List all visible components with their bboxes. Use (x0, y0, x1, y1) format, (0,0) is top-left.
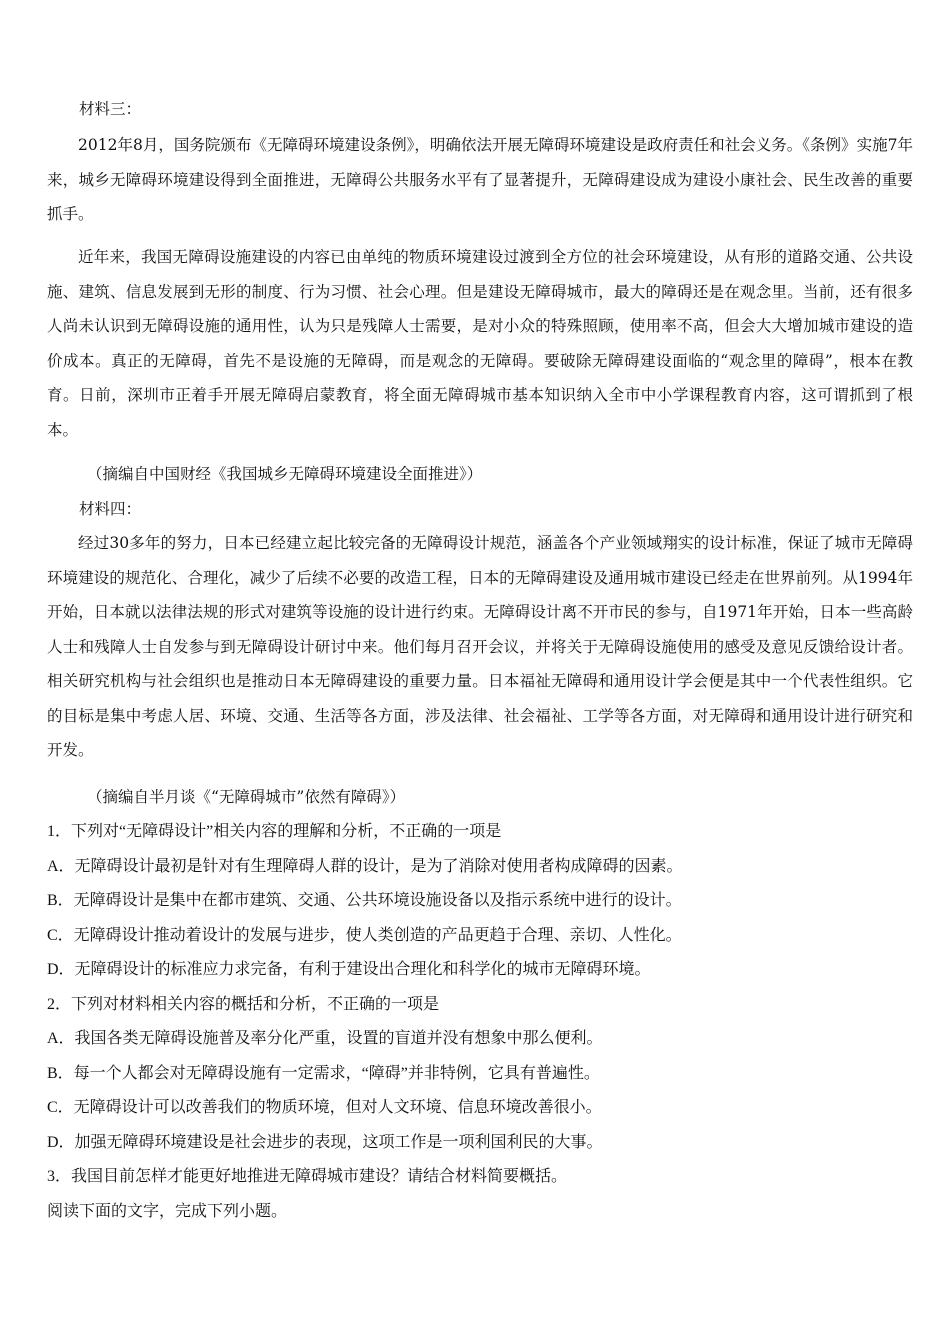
next-reading-instruction: 阅读下面的文字，完成下列小题。 (47, 1203, 288, 1220)
material3-paragraph-2: 近年来，我国无障碍设施建设的内容已由单纯的物质环境建设过渡到全方位的社会环境建设，从有形的道路交通、公共设施、建筑、信息发展到无形的制度、行为习惯、社会心理。但是建设无障碍城市，最大的障碍还是在观念里。当前，还有很多人尚未认识到无障碍设施的通用性，认为只是残障人士需要，是对小众的特殊照顾，使用率不高，但会大大增加城市建设的造价成本。真正的无障碍，首先不是设施的无障碍，而是观念的无障碍。要破除无障碍建设面临的“观念里的障碍”，根本在教育。日前，深圳市正着手开展无障碍启蒙教育，将全面无障碍城市基本知识纳入全市中小学课程教育内容，这可谓抓到了根本。 (47, 248, 913, 439)
question-1-option-d: D．无障碍设计的标准应力求完备，有利于建设出合理化和科学化的城市无障碍环境。 (47, 961, 651, 978)
material4-heading: 材料四： (79, 500, 142, 518)
material3-paragraph-1: 2012年8月，国务院颁布《无障碍环境建设条例》，明确依法开展无障碍环境建设是政府责任和社会义务。《条例》实施7年来，城乡无障碍环境建设得到全面推进，无障碍公共服务水平有了显著提升，无障碍建设成为建设小康社会、民生改善的重要抓手。 (47, 136, 913, 223)
question-2: 2．下列对材料相关内容的概括和分析，不正确的一项是 (47, 996, 440, 1013)
question-3: 3．我国目前怎样才能更好地推进无障碍城市建设？请结合材料简要概括。 (47, 1168, 568, 1185)
material4-paragraph-1: 经过30多年的努力，日本已经建立起比较完备的无障碍设计规范，涵盖各个产业领域翔实的设计标准，保证了城市无障碍环境建设的规范化、合理化，减少了后续不必要的改造工程，日本的无障碍建设及通用城市建设已经走在世界前列。从1994年开始，日本就以法律法规的形式对建筑等设施的设计进行约束。无障碍设计离不开市民的参与，自1971年开始，日本一些高龄人士和残障人士自发参与到无障碍设计研讨中来。他们每月召开会议，并将关于无障碍设施使用的感受及意见反馈给设计者。相关研究机构与社会组织也是推动日本无障碍建设的重要力量。日本福祉无障碍和通用设计学会便是其中一个代表性组织。它的目标是集中考虑人居、环境、交通、生活等各方面，涉及法律、社会福祉、工学等各方面，对无障碍和通用设计进行研究和开发。 (47, 534, 913, 759)
question-2-option-b: B．每一个人都会对无障碍设施有一定需求，“障碍”并非特例，它具有普遍性。 (47, 1065, 600, 1082)
question-1-option-b: B．无障碍设计是集中在都市建筑、交通、公共环境设施设备以及指示系统中进行的设计。 (47, 892, 682, 909)
material3-source: （摘编自中国财经《我国城乡无障碍环境建设全面推进》） (87, 465, 483, 483)
question-2-option-d: D．加强无障碍环境建设是社会进步的表现，这项工作是一项利国利民的大事。 (47, 1134, 603, 1151)
question-1-option-a: A．无障碍设计最初是针对有生理障碍人群的设计，是为了消除对使用者构成障碍的因素。 (47, 858, 683, 875)
question-2-option-a: A．我国各类无障碍设施普及率分化严重，设置的盲道并没有想象中那么便利。 (47, 1030, 603, 1047)
question-1-option-c: C．无障碍设计推动着设计的发展与进步，使人类创造的产品更趋于合理、亲切、人性化。 (47, 927, 682, 944)
material3-heading: 材料三： (79, 100, 142, 118)
material4-source: （摘编自半月谈《“无障碍城市”依然有障碍》） (87, 788, 406, 806)
question-1: 1．下列对“无障碍设计”相关内容的理解和分析，不正确的一项是 (47, 823, 502, 840)
question-2-option-c: C．无障碍设计可以改善我们的物质环境，但对人文环境、信息环境改善很小。 (47, 1099, 602, 1116)
